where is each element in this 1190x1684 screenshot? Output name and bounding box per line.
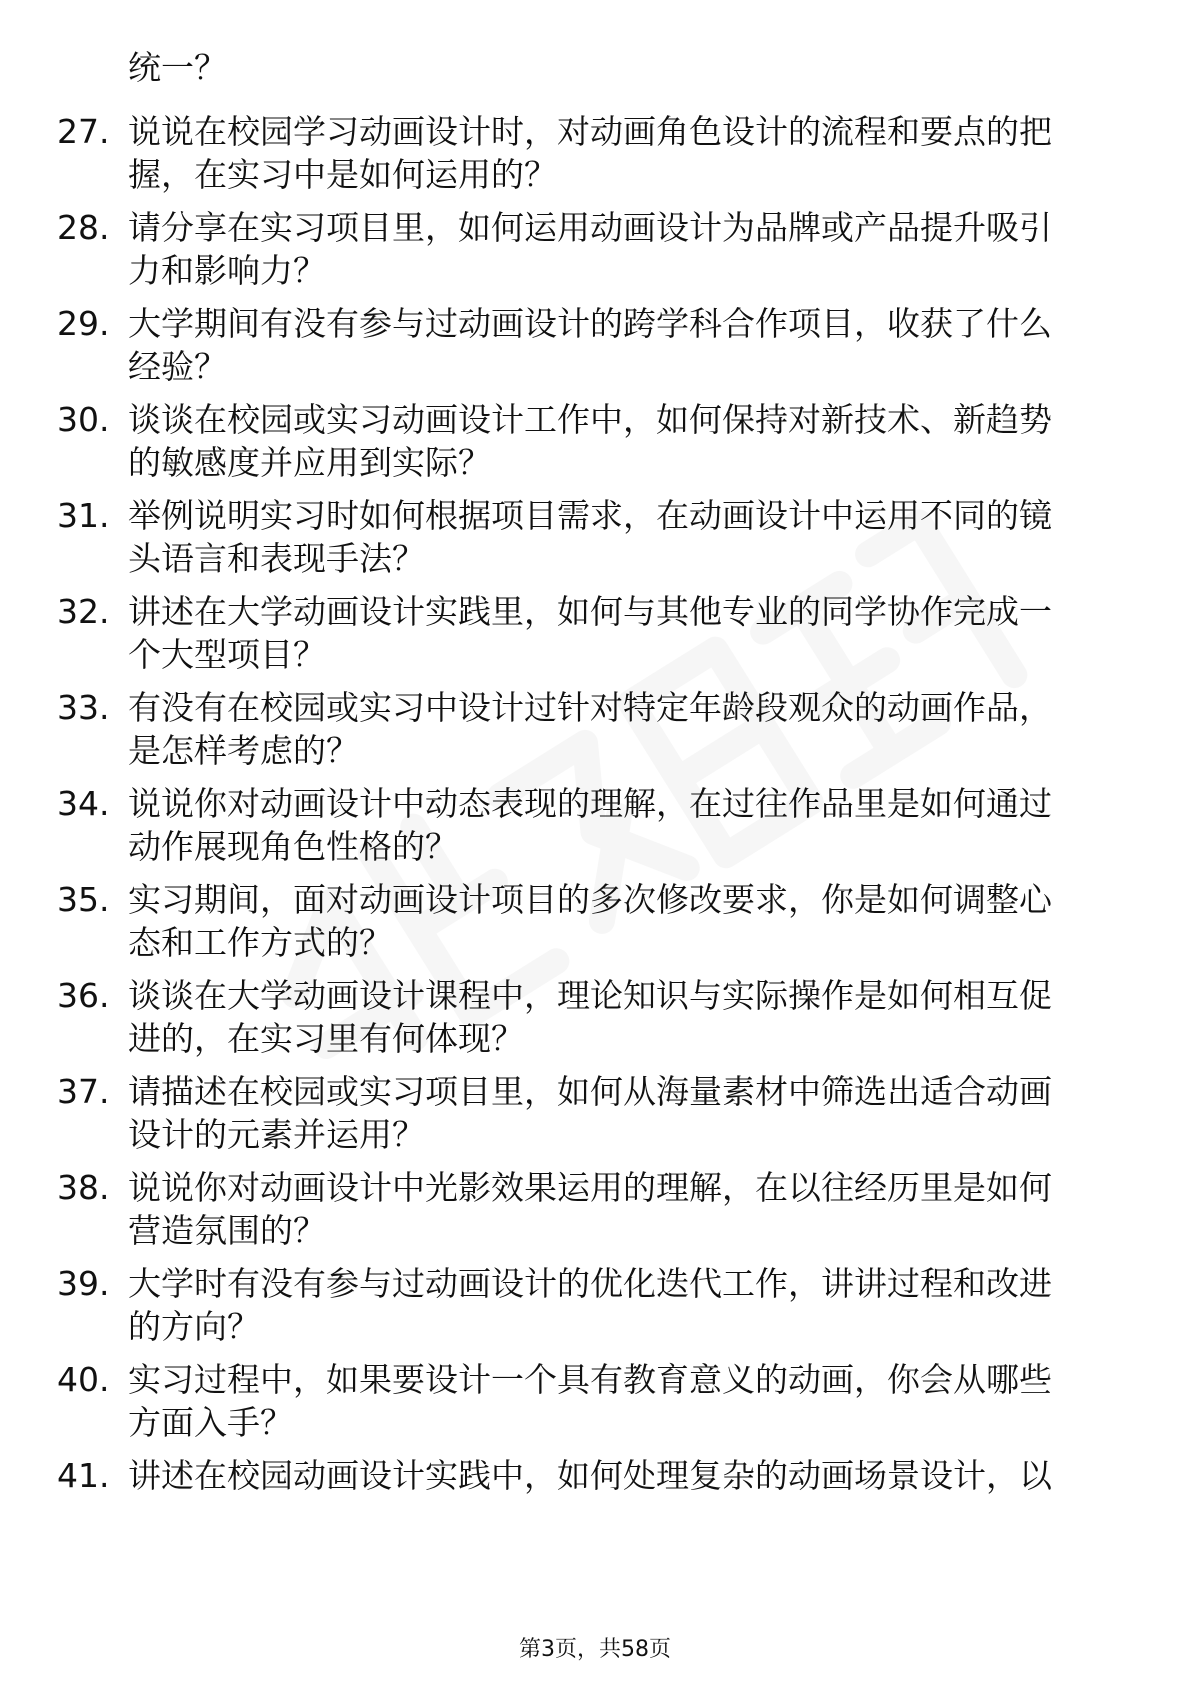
question-number: 38.	[57, 1168, 110, 1207]
question-text-line: 讲述在校园动画设计实践中，如何处理复杂的动画场景设计，以	[128, 1456, 1052, 1495]
question-text-line: 请描述在校园或实习项目里，如何从海量素材中筛选出适合动画	[128, 1072, 1052, 1111]
question-item	[0, 1358, 1190, 1440]
question-text-line: 动作展现角色性格的？	[128, 827, 458, 866]
question-text-line: 说说你对动画设计中光影效果运用的理解，在以往经历里是如何	[128, 1168, 1052, 1207]
question-number: 40.	[57, 1360, 110, 1399]
question-text-line: 是怎样考虑的？	[128, 731, 359, 770]
question-item	[0, 110, 1190, 192]
question-text-line: 的敏感度并应用到实际？	[128, 443, 491, 482]
question-text-line: 方面入手？	[128, 1403, 293, 1442]
question-text-line: 经验？	[128, 347, 227, 386]
question-number: 41.	[57, 1456, 110, 1495]
question-item	[0, 1454, 1190, 1536]
question-item	[0, 1166, 1190, 1248]
question-text-line: 态和工作方式的？	[128, 923, 392, 962]
question-number: 29.	[57, 304, 110, 343]
question-number: 28.	[57, 208, 110, 247]
question-text-line: 说说你对动画设计中动态表现的理解，在过往作品里是如何通过	[128, 784, 1052, 823]
question-text-line: 讲述在大学动画设计实践里，如何与其他专业的同学协作完成一	[128, 592, 1052, 631]
question-item	[0, 590, 1190, 672]
question-item	[0, 302, 1190, 384]
question-text-line: 有没有在校园或实习中设计过针对特定年龄段观众的动画作品，	[128, 688, 1052, 727]
question-text-line: 的方向？	[128, 1307, 260, 1346]
question-item	[0, 782, 1190, 864]
question-text-line: 营造氛围的？	[128, 1211, 326, 1250]
question-text-line: 个大型项目？	[128, 635, 326, 674]
question-text-line: 说说在校园学习动画设计时，对动画角色设计的流程和要点的把	[128, 112, 1052, 151]
question-item	[0, 686, 1190, 768]
question-text-line: 实习过程中，如果要设计一个具有教育意义的动画，你会从哪些	[128, 1360, 1052, 1399]
question-item	[0, 206, 1190, 288]
question-text-line: 大学时有没有参与过动画设计的优化迭代工作，讲讲过程和改进	[128, 1264, 1052, 1303]
question-text-line: 谈谈在大学动画设计课程中，理论知识与实际操作是如何相互促	[128, 976, 1052, 1015]
question-item	[0, 974, 1190, 1056]
question-number: 30.	[57, 400, 110, 439]
question-number: 35.	[57, 880, 110, 919]
question-text-line: 握，在实习中是如何运用的？	[128, 155, 557, 194]
question-number: 37.	[57, 1072, 110, 1111]
question-item	[0, 878, 1190, 960]
question-item	[0, 398, 1190, 480]
page-number-footer: 第3页，共58页	[519, 1637, 671, 1662]
continuation-text: 统一？	[128, 48, 227, 87]
question-number: 33.	[57, 688, 110, 727]
question-item	[0, 494, 1190, 576]
question-number: 36.	[57, 976, 110, 1015]
question-text-line: 力和影响力？	[128, 251, 326, 290]
question-text-line: 设计的元素并运用？	[128, 1115, 425, 1154]
question-number: 39.	[57, 1264, 110, 1303]
question-number: 34.	[57, 784, 110, 823]
question-text-line: 头语言和表现手法？	[128, 539, 425, 578]
question-text-line: 举例说明实习时如何根据项目需求，在动画设计中运用不同的镜	[128, 496, 1052, 535]
question-number: 32.	[57, 592, 110, 631]
question-text-line: 谈谈在校园或实习动画设计工作中，如何保持对新技术、新趋势	[128, 400, 1052, 439]
question-item	[0, 1262, 1190, 1344]
question-text-line: 大学期间有没有参与过动画设计的跨学科合作项目，收获了什么	[128, 304, 1052, 343]
question-text-line: 进的，在实习里有何体现？	[128, 1019, 524, 1058]
question-item	[0, 1070, 1190, 1152]
question-number: 27.	[57, 112, 110, 151]
question-text-line: 请分享在实习项目里，如何运用动画设计为品牌或产品提升吸引	[128, 208, 1052, 247]
question-text-line: 实习期间，面对动画设计项目的多次修改要求，你是如何调整心	[128, 880, 1052, 919]
question-number: 31.	[57, 496, 110, 535]
